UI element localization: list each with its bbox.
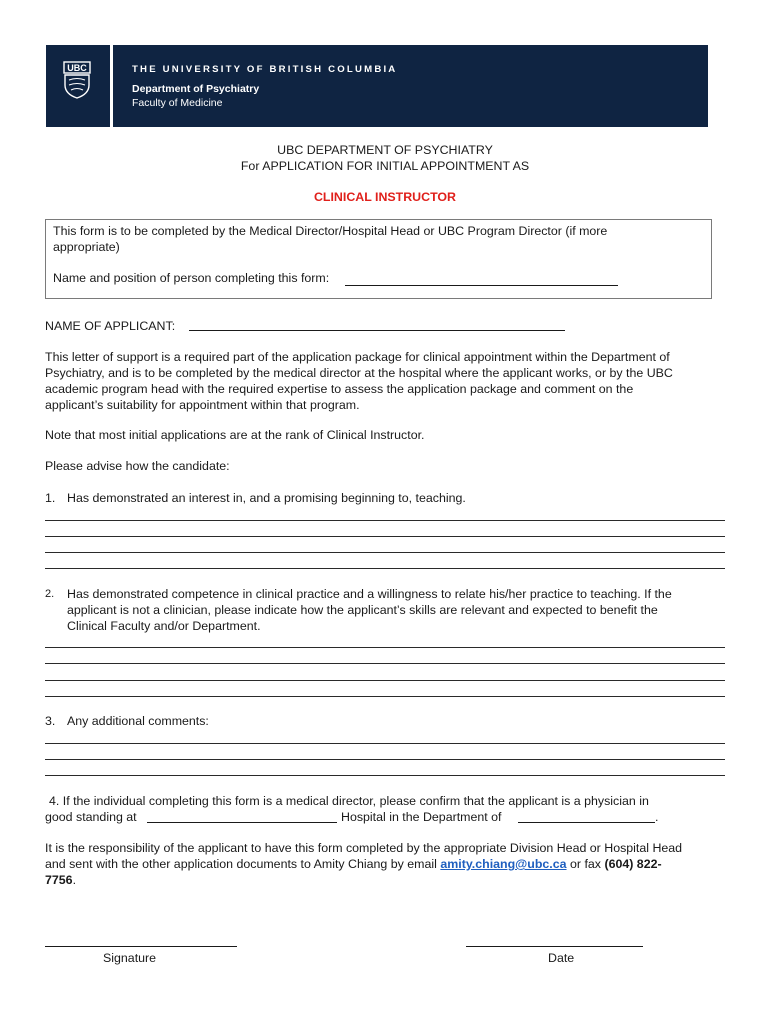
answer-line[interactable] [45, 663, 725, 664]
department-name: Department of Psychiatry [132, 83, 260, 95]
question-4-line2b: Hospital in the Department of [341, 810, 502, 824]
email-link[interactable]: amity.chiang@ubc.ca [440, 857, 567, 871]
answer-line[interactable] [45, 680, 725, 681]
instruction-line2: appropriate) [53, 240, 120, 254]
form-role-title: CLINICAL INSTRUCTOR [313, 190, 457, 204]
rank-note: Note that most initial applications are at the rank of Clinical Instructor. [45, 428, 425, 442]
intro-line: applicant’s suitability for appointment within that program. [45, 398, 360, 412]
fax-label: or fax [569, 857, 601, 871]
answer-line[interactable] [45, 647, 725, 648]
answer-line[interactable] [45, 536, 725, 537]
question-4-line1: 4. If the individual completing this form is a medical director, please confirm that the applicant is a physician in [49, 794, 649, 808]
responsibility-line2 [45, 856, 662, 872]
answer-line[interactable] [45, 743, 725, 744]
question-4-period: . [655, 810, 659, 824]
question-number: 2. [45, 588, 55, 600]
university-name: THE UNIVERSITY OF BRITISH COLUMBIA [132, 64, 398, 75]
faculty-name: Faculty of Medicine [132, 97, 223, 109]
logo-text: UBC [67, 63, 87, 73]
intro-line: This letter of support is a required part of the application package for clinical appointment within the Department of [45, 350, 670, 364]
answer-line[interactable] [45, 775, 725, 776]
date-label: Date [548, 951, 575, 965]
signature-field[interactable] [45, 946, 237, 947]
completer-name-field[interactable] [345, 285, 618, 286]
answer-line[interactable] [45, 759, 725, 760]
instruction-line1: This form is to be completed by the Medical Director/Hospital Head or UBC Program Director (if more [53, 224, 608, 238]
responsibility-text: and sent with the other application documents to Amity Chiang by email [45, 857, 437, 871]
hospital-field[interactable] [147, 822, 337, 823]
fax-number-part1: (604) 822- [604, 857, 662, 871]
answer-line[interactable] [45, 520, 725, 521]
ubc-crest-icon [63, 61, 91, 99]
question-2-line1: Has demonstrated competence in clinical practice and a willingness to relate his/her practice to teaching. If the [67, 587, 672, 601]
question-4-line2a: good standing at [45, 810, 137, 824]
signature-label: Signature [103, 951, 157, 965]
applicant-name-field[interactable] [189, 330, 565, 331]
applicant-label: NAME OF APPLICANT: [45, 319, 176, 333]
question-2-line3: Clinical Faculty and/or Department. [67, 619, 261, 633]
question-2-line2: applicant is not a clinician, please indicate how the applicant’s skills are relevant and expected to benefit the [67, 603, 658, 617]
answer-line[interactable] [45, 696, 725, 697]
ubc-logo [63, 61, 91, 99]
question-3-text: Any additional comments: [67, 714, 209, 728]
question-number: 1. [45, 491, 56, 505]
question-number: 3. [45, 714, 56, 728]
responsibility-line3 [45, 872, 76, 888]
intro-line: Psychiatry, and is to be completed by the medical director at the hospital where the applicant works, or by the UBC [45, 366, 673, 380]
responsibility-period: . [72, 873, 77, 887]
form-title-line2: For APPLICATION FOR INITIAL APPOINTMENT AS [240, 159, 530, 173]
form-title-line1: UBC DEPARTMENT OF PSYCHIATRY [277, 143, 493, 157]
banner-divider [110, 45, 113, 127]
advise-text: Please advise how the candidate: [45, 459, 230, 473]
date-field[interactable] [466, 946, 643, 947]
answer-line[interactable] [45, 568, 725, 569]
completer-name-label: Name and position of person completing this form: [53, 271, 330, 285]
answer-line[interactable] [45, 552, 725, 553]
responsibility-line1: It is the responsibility of the applicant to have this form completed by the appropriate Division Head or Hospital Head [45, 841, 683, 855]
question-1-text: Has demonstrated an interest in, and a promising beginning to, teaching. [67, 491, 466, 505]
intro-line: academic program head with the required expertise to assess the application package and comment on the [45, 382, 634, 396]
fax-number-part2: 7756 [45, 873, 73, 887]
department-field[interactable] [518, 822, 655, 823]
